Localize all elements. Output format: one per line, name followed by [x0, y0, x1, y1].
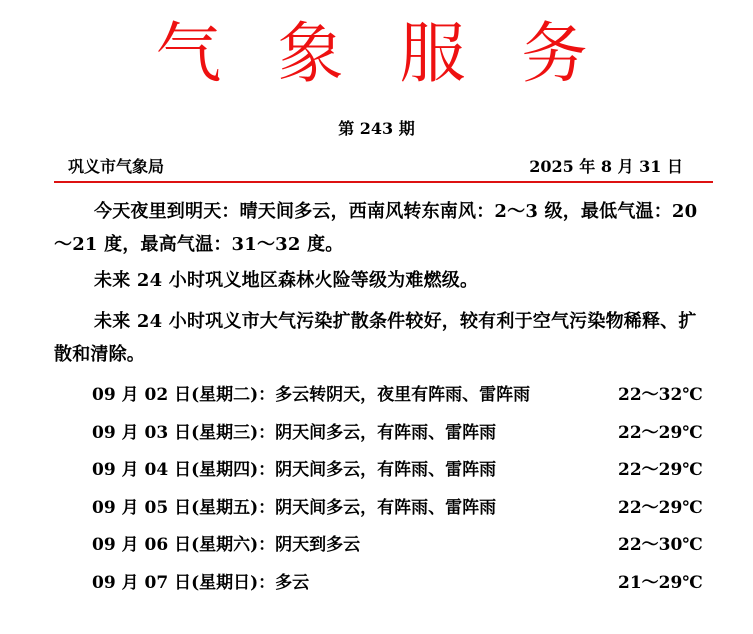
- issue-number: 第 243 期: [338, 119, 415, 138]
- forecast-day-description: 09 月 07 日(星期日)：多云: [92, 572, 310, 593]
- forecast-temperature: 21～29℃: [618, 572, 703, 593]
- forecast-day-description: 09 月 03 日(星期三)：阴天间多云，有阵雨、雷阵雨: [92, 422, 497, 443]
- issue-date: 2025 年 8 月 31 日: [529, 157, 683, 176]
- issuing-agency: 巩义市气象局: [68, 157, 165, 176]
- bulletin-title: 气象服务: [155, 15, 644, 92]
- forecast-temperature: 22～32℃: [618, 385, 703, 405]
- forecast-row: [92, 527, 712, 565]
- forecast-temperature: 22～29℃: [618, 460, 703, 481]
- forecast-temperature: 22～29℃: [618, 497, 703, 518]
- forecast-temperature: 22～30℃: [618, 535, 703, 556]
- forecast-temperature: 22～29℃: [618, 422, 703, 443]
- forecast-day-description: 09 月 02 日(星期二)：多云转阴天，夜里有阵雨、雷阵雨: [92, 385, 531, 405]
- forecast-row: [92, 377, 712, 415]
- header-divider: [54, 181, 713, 183]
- forest-fire-risk-paragraph: 未来 24 小时巩义地区森林火险等级为难燃级。: [94, 270, 479, 291]
- daily-forecast-list: [92, 377, 712, 603]
- forecast-row: [92, 452, 712, 490]
- forecast-row: [92, 565, 712, 603]
- forecast-day-description: 09 月 06 日(星期六)：阴天到多云: [92, 535, 361, 556]
- forecast-row: [92, 415, 712, 453]
- forecast-paragraph-tonight: 今天夜里到明天：晴天间多云，西南风转东南风：2～3 级，最低气温：20～21 度，最高气温：31～32 度。: [54, 201, 698, 255]
- air-pollution-paragraph: 未来 24 小时巩义市大气污染扩散条件较好，较有利于空气污染物稀释、扩散和清除。: [54, 311, 697, 365]
- forecast-day-description: 09 月 04 日(星期四)：阴天间多云，有阵雨、雷阵雨: [92, 460, 497, 481]
- forecast-row: [92, 490, 712, 528]
- forecast-day-description: 09 月 05 日(星期五)：阴天间多云，有阵雨、雷阵雨: [92, 497, 497, 518]
